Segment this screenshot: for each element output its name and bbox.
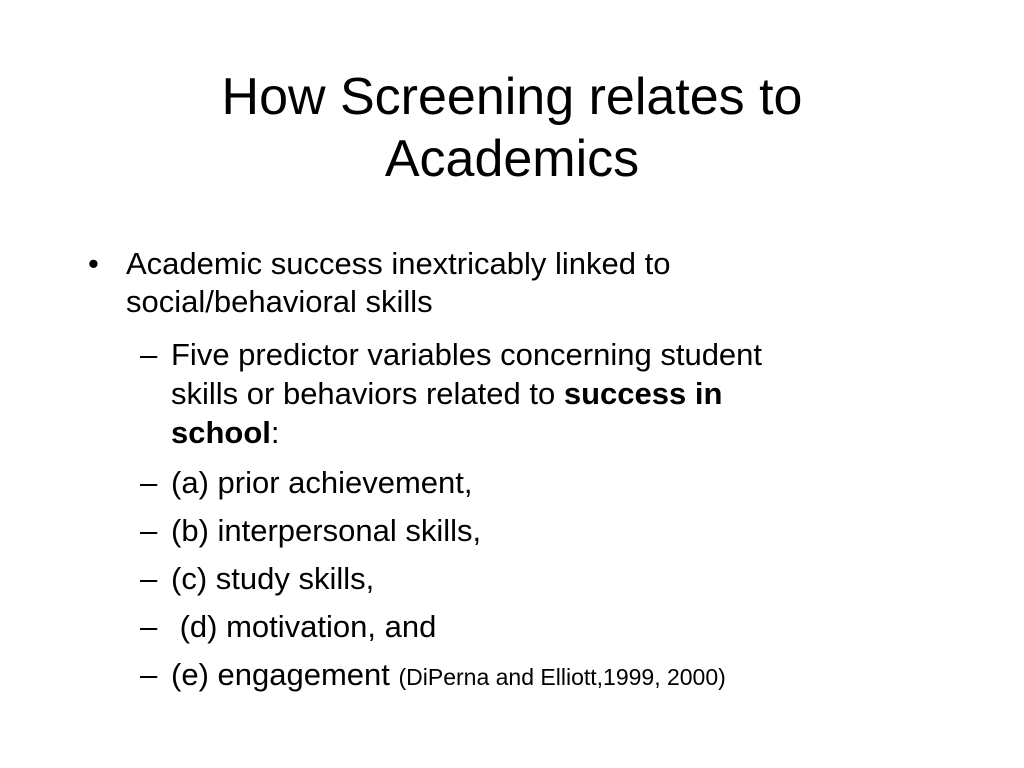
- emphasis-success-in: success in: [563, 376, 723, 411]
- sub-point-e-text: [171, 655, 726, 697]
- sub-point-intro-line-2: [171, 374, 762, 413]
- dash-icon: –: [140, 609, 158, 644]
- bullet-icon: •: [88, 246, 99, 281]
- sub-point-e-label: (e) engagement: [171, 657, 399, 692]
- sub-point-intro-line-1: Five predictor variables concerning student: [171, 337, 763, 372]
- dash-icon: –: [140, 513, 158, 548]
- sub-point-intro-text: [171, 335, 762, 452]
- bullet-text-line-1: Academic success inextricably linked to: [126, 246, 671, 281]
- sub-point-intro-line-2-prefix: skills or behaviors related to: [171, 376, 564, 411]
- sub-point-a-text: (a) prior achievement,: [171, 465, 473, 500]
- sub-point-intro-line-3-suffix: :: [270, 415, 280, 450]
- sub-point-b-text: (b) interpersonal skills,: [171, 513, 482, 548]
- dash-icon: –: [140, 465, 158, 500]
- bullet-text-line-2: social/behavioral skills: [126, 284, 433, 319]
- citation: (DiPerna and Elliott,1999, 2000): [398, 664, 726, 690]
- emphasis-school: school: [171, 415, 271, 450]
- dash-icon: –: [140, 337, 158, 372]
- sub-point-c-text: (c) study skills,: [171, 561, 375, 596]
- sub-point-intro-line-3: [171, 413, 762, 452]
- bullet-text: [126, 245, 906, 321]
- dash-icon: –: [140, 561, 158, 596]
- dash-icon: –: [140, 657, 158, 692]
- sub-point-d-text: (d) motivation, and: [171, 609, 437, 644]
- slide-title-line-1: How Screening relates to: [221, 68, 803, 126]
- slide-title-line-2: Academics: [384, 130, 640, 188]
